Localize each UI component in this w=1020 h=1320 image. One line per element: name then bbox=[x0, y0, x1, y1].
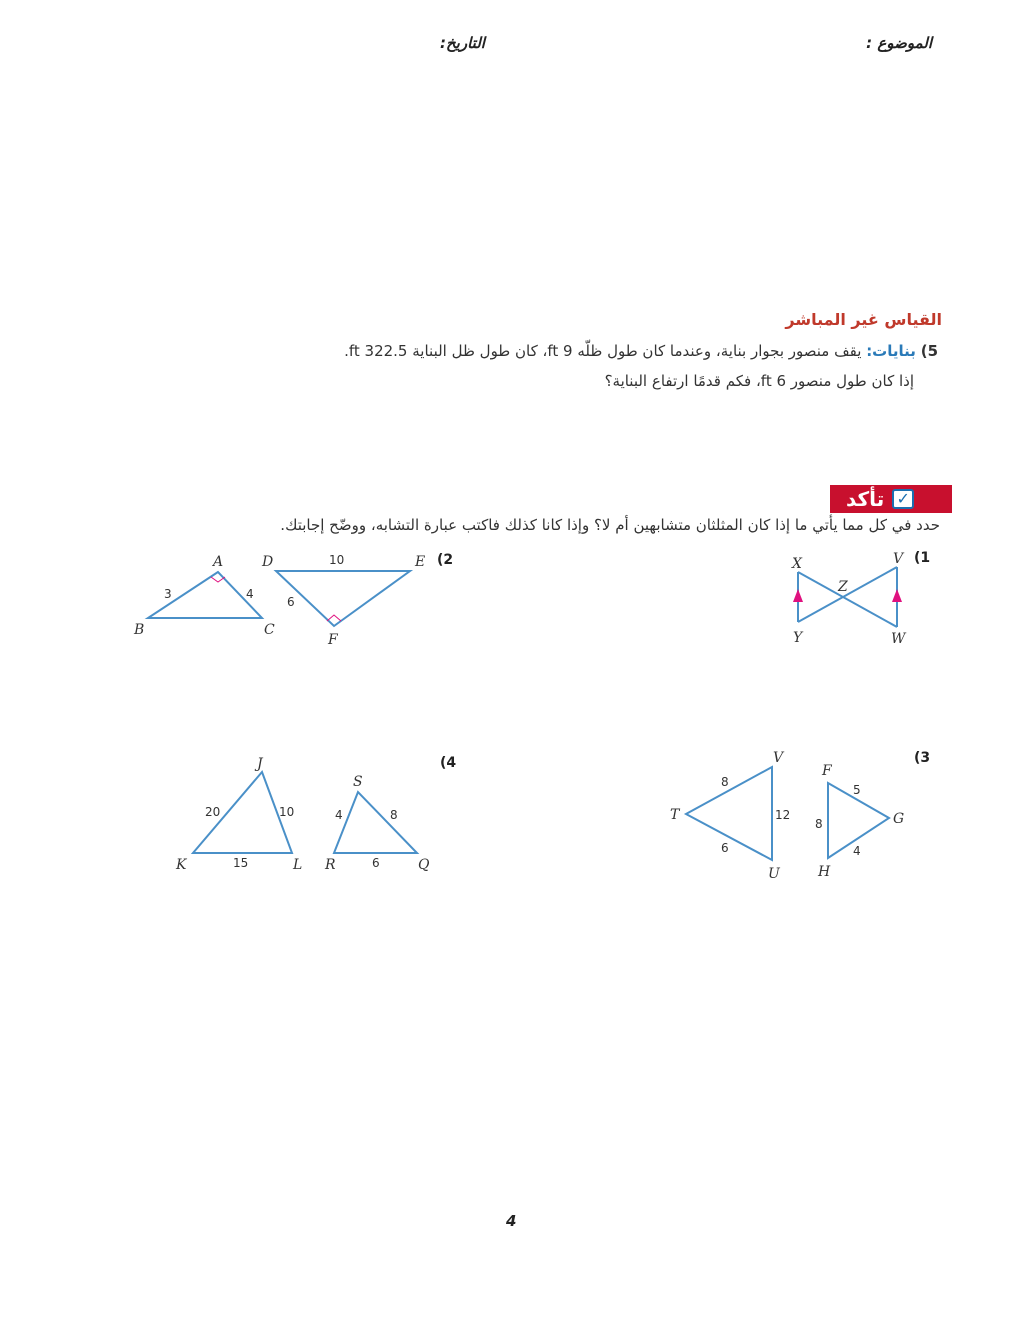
label-B: B bbox=[134, 622, 145, 638]
label-Z: Z bbox=[838, 579, 848, 595]
value-HG: 4 bbox=[853, 844, 861, 858]
value-RQ: 6 bbox=[372, 856, 380, 870]
problem-1-number: (1 bbox=[914, 550, 931, 566]
question-tag: بنايات: bbox=[866, 342, 916, 360]
label-E: E bbox=[415, 554, 426, 570]
question-text: يقف منصور بجوار بناية، وعندما كان طول ظلّه 9 ft، كان طول ظل البناية 322.5 ft. bbox=[344, 342, 862, 360]
value-FH: 8 bbox=[815, 817, 823, 831]
label-G: G bbox=[893, 811, 905, 827]
label-F-3: F bbox=[822, 763, 832, 779]
value-FG: 5 bbox=[853, 783, 861, 797]
question-5-line-2: إذا كان طول منصور 6 ft، فكم قدمًا ارتفاع البناية؟ bbox=[604, 372, 914, 390]
checkmark-icon: ✓ bbox=[892, 489, 914, 509]
label-V: V bbox=[893, 551, 904, 567]
value-KL: 15 bbox=[233, 856, 249, 870]
problem-2-figure bbox=[148, 571, 410, 626]
problem-4-figure bbox=[193, 772, 417, 853]
label-Y: Y bbox=[793, 630, 803, 646]
value-TU: 6 bbox=[721, 841, 729, 855]
label-T: T bbox=[670, 807, 680, 823]
label-L: L bbox=[293, 857, 303, 873]
page-number: 4 bbox=[506, 1212, 517, 1230]
parallel-arrow-VW bbox=[892, 589, 902, 602]
value-AC: 4 bbox=[246, 587, 254, 601]
label-Q: Q bbox=[418, 857, 430, 873]
triangle-DEF bbox=[276, 571, 410, 626]
check-banner-label: تأكد bbox=[846, 487, 885, 511]
value-TV: 8 bbox=[721, 775, 729, 789]
value-JK: 20 bbox=[205, 805, 221, 819]
label-D: D bbox=[262, 554, 274, 570]
problem-1-figure bbox=[798, 567, 897, 627]
value-VU: 12 bbox=[775, 808, 791, 822]
value-SR: 4 bbox=[335, 808, 343, 822]
triangle-SRQ bbox=[334, 792, 417, 853]
problem-2-number: (2 bbox=[437, 552, 454, 568]
label-U: U bbox=[768, 866, 780, 882]
check-instruction: حدد في كل مما يأتي ما إذا كان المثلثان متشابهين أم لا؟ وإذا كانا كذلك فاكتب عبارة التشابه، ووضّح إجابتك. bbox=[280, 516, 940, 534]
label-X: X bbox=[792, 556, 802, 572]
value-JL: 10 bbox=[279, 805, 295, 819]
triangle-TVU bbox=[686, 767, 772, 860]
label-F: F bbox=[328, 632, 338, 648]
question-number: 5) bbox=[920, 342, 938, 360]
label-H: H bbox=[818, 864, 831, 880]
problem-4-number: (4 bbox=[440, 755, 457, 771]
label-A: A bbox=[213, 554, 224, 570]
label-S: S bbox=[353, 774, 363, 790]
label-V-3: V bbox=[773, 750, 784, 766]
value-DE: 10 bbox=[329, 553, 345, 567]
section-title: القياس غير المباشر bbox=[785, 310, 942, 329]
value-DF: 6 bbox=[287, 595, 295, 609]
label-K: K bbox=[176, 857, 187, 873]
label-C: C bbox=[264, 622, 275, 638]
problem-3-number: (3 bbox=[914, 750, 931, 766]
parallel-arrow-XY bbox=[793, 589, 803, 602]
label-R: R bbox=[325, 857, 336, 873]
value-AB: 3 bbox=[164, 587, 172, 601]
label-W: W bbox=[891, 631, 906, 647]
label-J: J bbox=[257, 756, 263, 772]
value-SQ: 8 bbox=[390, 808, 398, 822]
subject-label: الموضوع : bbox=[866, 34, 932, 52]
date-label: التاريخ: bbox=[440, 34, 485, 52]
